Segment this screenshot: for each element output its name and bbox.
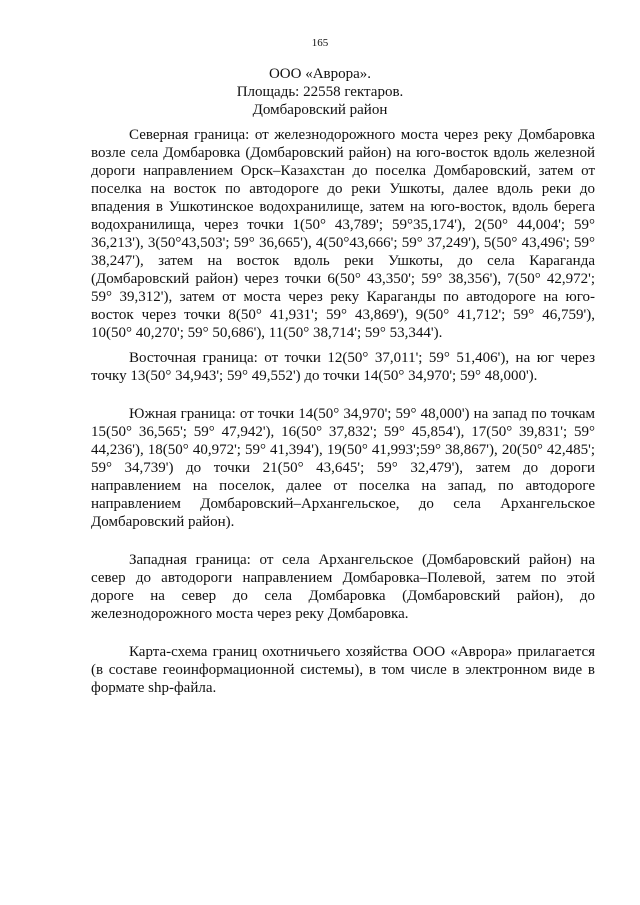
paragraph-north-border: Северная граница: от железнодорожного моста через реку Домбаровка возле села Домбаровка (Домбаровский район) на юго-восток вдоль железной дороги направлением Орск–Казахстан до поселка Домбаровский, затем от поселка на восток по автодороге до реки Ушкоты, далее вдоль реки до впадения в Ушкотинское водохранилище, затем на юго-восток, вдоль берега водохранилища, через точки 1(50° 43,789'; 59°35,174'), 2(50° 44,004'; 59° 36,213'), 3(50°43,503'; 59° 36,665'), 4(50°43,666'; 59° 37,249'), 5(50° 43,496'; 59° 38,247'), затем на восток вдоль реки Ушкоты, до села Караганда (Домбаровский район) через точки 6(50° 43,350'; 59° 38,356'), 7(50° 42,972'; 59° 39,312'), затем от моста через реку Караганды по автодороге на юго-восток через точки 8(50° 41,931'; 59° 43,869'), 9(50° 41,712'; 59° 46,759'), 10(50° 40,270'; 59° 50,686'), 11(50° 38,714'; 59° 53,344'). (91, 127, 595, 341)
document-header (0, 65, 640, 119)
area-line: Площадь: 22558 гектаров. (236, 84, 404, 100)
page-number: 165 (311, 37, 329, 49)
organization-title: ООО «Аврора». (268, 66, 372, 82)
paragraph-map-note: Карта-схема границ охотничьего хозяйства ООО «Аврора» прилагается (в составе геоинформационной системы), в том числе в электронном виде в формате shp-файла. (91, 644, 595, 696)
paragraph-south-border: Южная граница: от точки 14(50° 34,970'; 59° 48,000') на запад по точкам 15(50° 36,565'; 59° 47,942'), 16(50° 37,832'; 59° 45,854'), 17(50° 39,831'; 59° 44,236'), 18(50° 40,972'; 59° 41,394'), 19(50° 41,993';59° 38,867'), 20(50° 42,485'; 59° 34,739') до точки 21(50° 43,645'; 59° 32,479'), затем до дороги направлением на поселок, далее от поселка на запад, по автодороге направлением Домбаровский–Архангельское, до села Архангельское Домбаровский район). (91, 406, 595, 530)
paragraph-west-border: Западная граница: от села Архангельское (Домбаровский район) на север до автодороги направлением Домбаровка–Полевой, затем по этой дороге на север до села Домбаровка (Домбаровский район), до железнодорожного моста через реку Домбаровка. (91, 552, 595, 622)
document-body (91, 126, 595, 697)
paragraph-east-border: Восточная граница: от точки 12(50° 37,011'; 59° 51,406'), на юг через точку 13(50° 34,943'; 59° 49,552') до точки 14(50° 34,970'; 59° 48,000'). (91, 350, 595, 384)
district-line: Домбаровский район (252, 102, 388, 118)
